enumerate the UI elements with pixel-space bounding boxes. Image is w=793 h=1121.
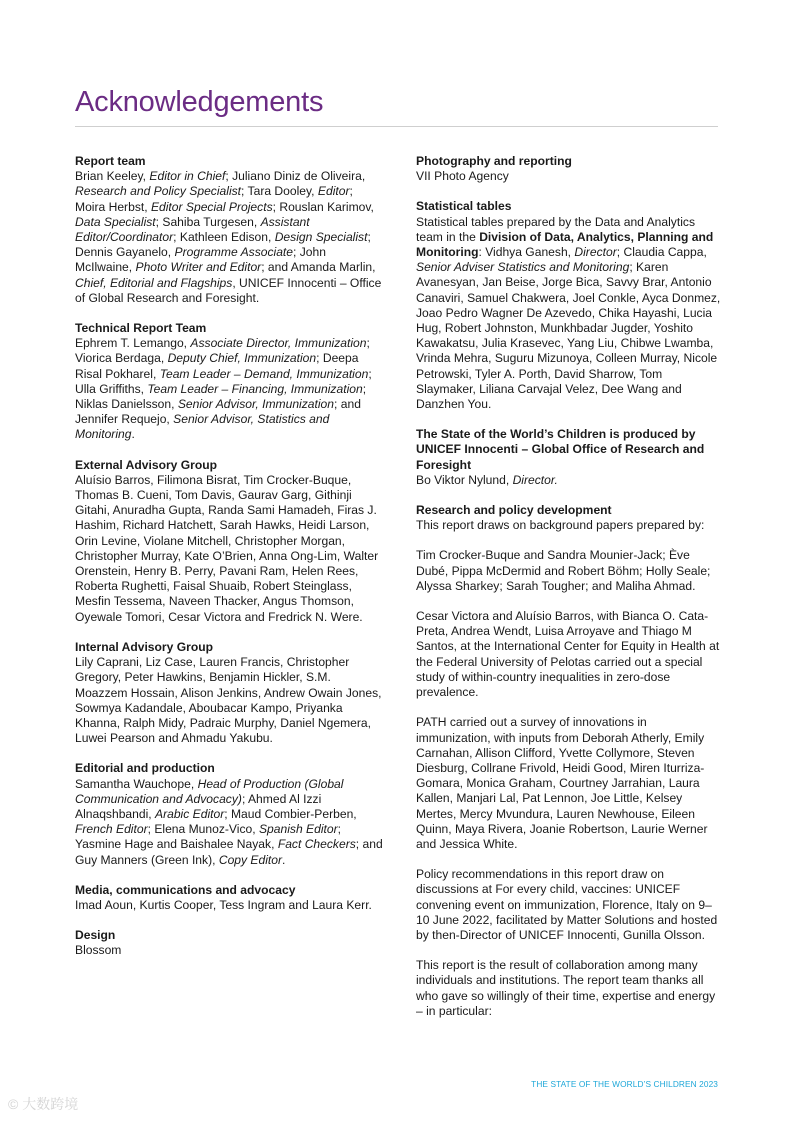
page-footer: THE STATE OF THE WORLD’S CHILDREN 2023: [531, 1079, 718, 1089]
section-external-advisory: [75, 458, 385, 625]
name-text: .: [131, 427, 135, 442]
name-text: ; Dennis Gayanelo,: [75, 230, 371, 260]
role-text: Programme Associate: [174, 245, 294, 260]
name-text: ; Ahmed Al Izzi Alnaqshbandi,: [75, 791, 322, 821]
role-text: Senior Advisor, Statistics and Monitoring: [75, 412, 330, 442]
right-column: [416, 154, 721, 1034]
section-media: [75, 883, 385, 913]
design-text: Blossom: [75, 943, 122, 958]
name-text: Statistical tables prepared by the Data and Analytics team in the: [416, 214, 695, 244]
media-text: Imad Aoun, Kurtis Cooper, Tess Ingram and Laura Kerr.: [75, 897, 372, 912]
name-text: ; Tara Dooley,: [241, 184, 318, 199]
name-text: ; and Guy Manners (Green Ink),: [75, 837, 383, 867]
produced-by-text: [416, 473, 721, 488]
research-paragraph: Cesar Victora and Aluísio Barros, with Bianca O. Cata-Preta, Andrea Wendt, Luisa Arroyave and Thiago M Santos, at the International Center for Equity in Health at the Federal University of Pelotas carried out a special study of within-country inequalities in zero-dose prevalence.: [416, 609, 720, 700]
section-heading: Editorial and production: [75, 761, 215, 776]
name-text: ; Claudia Cappa,: [616, 245, 707, 260]
research-paragraph: Tim Crocker-Buque and Sandra Mounier-Jack; Ève Dubé, Pippa McDermid and Robert Böhm; Holly Seale; Alyssa Sharkey; Sarah Tougher; and Maliha Ahmad.: [416, 548, 711, 593]
section-heading: Statistical tables: [416, 199, 512, 214]
report-team-text: [75, 169, 385, 306]
name-text: Brian Keeley,: [75, 169, 150, 184]
statistical-tables-text: [416, 215, 721, 413]
role-text: Fact Checkers: [277, 837, 356, 852]
role-text: Assistant Editor/Coordinator: [75, 214, 310, 245]
page-title: Acknowledgements: [75, 86, 324, 118]
section-editorial: [75, 761, 385, 867]
section-photography: [416, 154, 721, 184]
section-heading: Technical Report Team: [75, 321, 207, 336]
role-text: Design Specialist: [274, 230, 368, 245]
director-role: Director.: [512, 472, 558, 487]
external-advisory-text: Aluísio Barros, Filimona Bisrat, Tim Crocker-Buque, Thomas B. Cueni, Tom Davis, Gaurav Garg, Githinji Gitahi, Anuradha Gupta, Randa Sami Hamadeh, Firas J. Hashim, Richard Hatchett, Sarah Hawks, Heidi Larson, Orin Levine, Violane Mitchell, Christopher Morgan, Christopher Murray, Kate O’Brien, Anna Ong-Lim, Walter Orenstein, Henry B. Perry, Pavani Ram, Helen Rees, Roberta Rughetti, Faisal Shuaib, Robert Steinglass, Mesfin Tessema, Naveen Thacker, Angus Thomson, Oyewale Tomori, Cesar Victora and Fredrick N. Were.: [75, 472, 379, 624]
name-text: ; Viorica Berdaga,: [75, 336, 370, 366]
name-text: ; Deepa Risal Pokharel,: [75, 351, 359, 381]
research-paragraph: Policy recommendations in this report draw on discussions at For every child, vaccines: UNICEF convening event on immunization, Florence, Italy on 9–10 June 2022, facilitated by Matter Solutions and hosted by then-Director of UNICEF Innocenti, Gunilla Olsson.: [416, 867, 718, 942]
name-text: : Vidhya Ganesh,: [478, 245, 575, 260]
section-research: [416, 503, 721, 1019]
section-heading: Design: [75, 928, 116, 943]
technical-team-text: [75, 336, 385, 442]
role-text: Copy Editor: [218, 852, 283, 867]
role-text: Deputy Chief, Immunization: [167, 351, 317, 366]
role-text: Arabic Editor: [155, 806, 225, 821]
role-text: Research and Policy Specialist: [75, 184, 242, 199]
name-text: ; John McIlwaine,: [75, 245, 326, 275]
name-text: ; Sahiba Turgesen,: [155, 214, 261, 229]
section-heading: Research and policy development: [416, 503, 612, 518]
research-paragraph: PATH carried out a survey of innovations in immunization, with inputs from Deborah Atherly, Emily Carnahan, Allison Clifford, Yvette Collymore, Steven Diesburg, Collrane Frivold, Heidi Good, Miren Iturriza-Gomara, Monica Graham, Courtney Jarrahian, Laura Kallen, Manjari Lal, Pat Lennon, Joe Little, Kelsey Mertes, Mercy Mvundura, Lauren Newhouse, Eileen Quinn, Maya Rivera, Joanie Robertson, Laurie Werner and Jessica White.: [416, 715, 708, 851]
division-name: Division of Data, Analytics, Planning and Monitoring: [416, 229, 714, 260]
name-text: ; Elena Munoz-Vico,: [147, 822, 259, 837]
role-text: French Editor: [75, 822, 148, 837]
role-text: Editor Special Projects: [150, 199, 273, 214]
name-text: ; and Jennifer Requejo,: [75, 397, 361, 427]
section-produced-by: [416, 427, 721, 488]
name-text: ; Karen Avanesyan, Jan Beise, Jorge Bica, Savvy Brar, Antonio Canaviri, Samuel Chakwera, Joel Conkle, Ayca Donmez, Joao Pedro Wagner De Azevedo, Chika Hayashi, Lucia Hug, Robert Johnston, Munkhbadar Jugder, Yoshito Kawakatsu, Julia Krasevec, Yang Liu, Chibwe Lwamba, Vrinda Mehra, Suguru Mizunoya, Colleen Murray, Nicole Petrowski, Tyler A. Porth, David Sharrow, Tom Slaymaker, Liliana Carvajal Velez, Dee Wang and Danzhen You.: [416, 260, 721, 412]
role-text: Team Leader – Demand, Immunization: [159, 366, 369, 381]
role-text: Director: [574, 245, 617, 260]
name-text: Ephrem T. Lemango,: [75, 336, 191, 351]
name-text: ; and Amanda Marlin,: [261, 260, 376, 275]
role-text: Senior Advisor, Immunization: [177, 397, 335, 412]
director-name: Bo Viktor Nylund,: [416, 472, 513, 487]
left-column: [75, 154, 385, 974]
role-text: Data Specialist: [75, 214, 156, 229]
role-text: Team Leader – Financing, Immunization: [147, 381, 363, 396]
role-text: Editor: [317, 184, 350, 199]
name-text: .: [282, 852, 286, 867]
name-text: , UNICEF Innocenti – Office of Global Research and Foresight.: [75, 275, 382, 305]
name-text: ; Niklas Danielsson,: [75, 381, 367, 412]
name-text: ; Juliano Diniz de Oliveira,: [225, 169, 366, 184]
research-intro: This report draws on background papers prepared by:: [416, 518, 705, 533]
internal-advisory-text: Lily Caprani, Liz Case, Lauren Francis, Christopher Gregory, Peter Hawkins, Benjamin Hickler, S.M. Moazzem Hossain, Alison Jenkins, Andrew Owain Jones, Sowmya Kadandale, Aboubacar Kampo, Priyanka Khanna, Ralph Midy, Padraic Murphy, Daniel Ngemera, Luwei Pearson and Ahmadu Yakubu.: [75, 655, 382, 746]
section-internal-advisory: [75, 640, 385, 746]
research-paragraph: This report is the result of collaboration among many individuals and institutions. The report team thanks all who gave so willingly of their time, expertise and energy – in particular:: [416, 958, 716, 1018]
section-report-team: [75, 154, 385, 306]
name-text: ; Yasmine Hage and Baishalee Nayak,: [75, 822, 342, 852]
section-heading: External Advisory Group: [75, 457, 218, 472]
section-heading: Internal Advisory Group: [75, 639, 213, 654]
role-text: Head of Production (Global Communication and Advocacy): [75, 776, 344, 806]
section-heading: Photography and reporting: [416, 154, 572, 168]
section-heading: The State of the World’s Children is produced by UNICEF Innocenti – Global Office of Research and Foresight: [416, 427, 705, 472]
section-technical-team: [75, 321, 385, 443]
role-text: Editor in Chief: [149, 169, 226, 184]
section-design: [75, 928, 385, 958]
name-text: ; Ulla Griffiths,: [75, 366, 372, 396]
section-heading: Report team: [75, 154, 146, 168]
section-statistical-tables: [416, 199, 721, 412]
title-divider: [75, 126, 718, 127]
name-text: ; Rouslan Karimov,: [272, 199, 374, 214]
role-text: Senior Adviser Statistics and Monitoring: [416, 260, 630, 275]
role-text: Photo Writer and Editor: [135, 260, 262, 275]
name-text: Samantha Wauchope,: [75, 776, 198, 791]
watermark-logo: © 大数跨境: [8, 1096, 79, 1112]
section-heading: Media, communications and advocacy: [75, 882, 296, 897]
name-text: ; Kathleen Edison,: [173, 230, 275, 245]
role-text: Chief, Editorial and Flagships: [75, 275, 233, 290]
role-text: Spanish Editor: [258, 822, 338, 837]
editorial-text: [75, 777, 385, 868]
photography-text: VII Photo Agency: [416, 169, 509, 184]
role-text: Associate Director, Immunization: [190, 336, 367, 351]
name-text: ; Maud Combier-Perben,: [224, 806, 357, 821]
name-text: ; Moira Herbst,: [75, 184, 353, 214]
